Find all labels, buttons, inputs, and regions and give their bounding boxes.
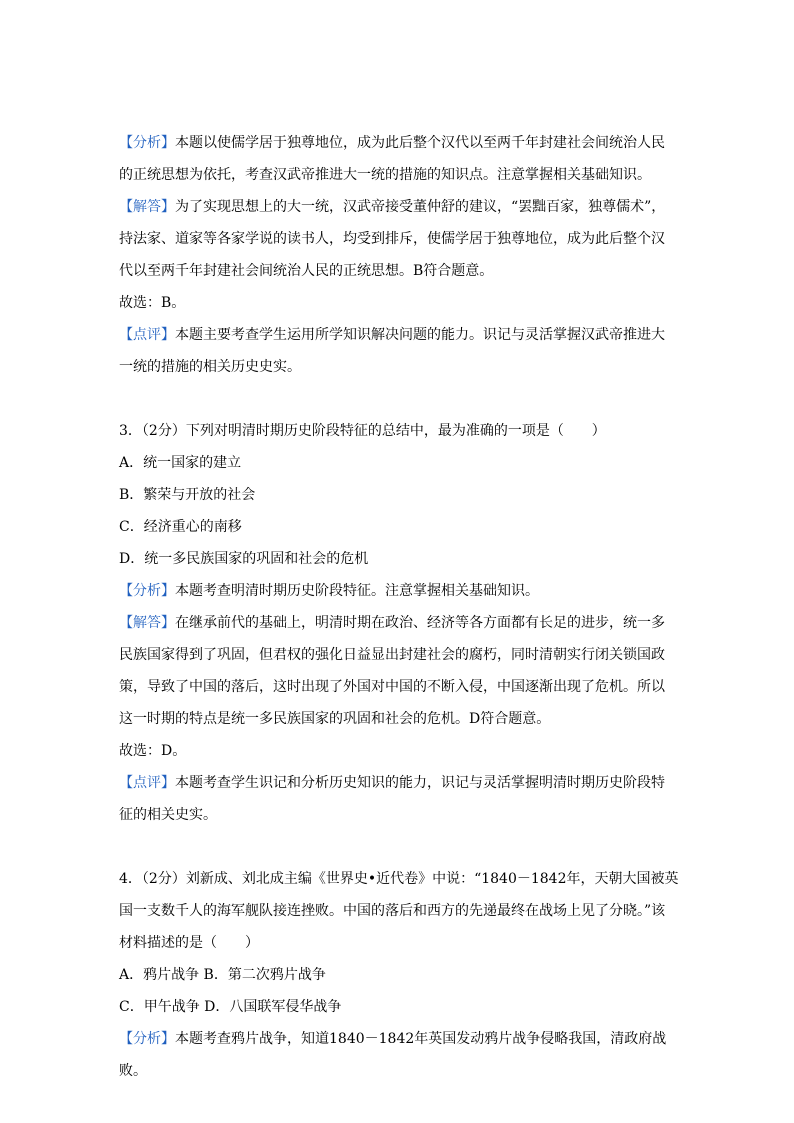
answer-tag: 【解答】	[119, 199, 175, 215]
analysis-text-line: 败。	[119, 1063, 147, 1079]
question-stem: 3．（2分）下列对明清时期历史阶段特征的总结中，最为准确的一项是（ ）	[119, 423, 606, 439]
analysis-tag: 【分析】	[119, 583, 175, 599]
options-ab: A．鸦片战争 B．第二次鸦片战争	[119, 967, 326, 983]
comment-text-line: 征的相关史实。	[119, 807, 217, 823]
comment-paragraph	[119, 325, 665, 345]
answer-text-line: 这一时期的特点是统一多民族国家的巩固和社会的危机。D符合题意。	[119, 711, 551, 727]
answer-tag: 【解答】	[119, 615, 175, 631]
analysis-text: 本题以使儒学居于独尊地位，成为此后整个汉代以至两千年封建社会间统治人民	[175, 135, 665, 151]
analysis-tag: 【分析】	[119, 135, 175, 151]
question-stem-line: 国一支数千人的海军舰队接连挫败。中国的落后和西方的先递最终在战场上见了分晓。”该	[119, 903, 666, 919]
option-d: D．统一多民族国家的巩固和社会的危机	[119, 551, 369, 567]
analysis-text-line: 的正统思想为依托，考查汉武帝推进大一统的措施的知识点。注意掌握相关基础知识。	[119, 167, 651, 183]
option-c: C．经济重心的南移	[119, 519, 242, 535]
question-stem-line: 材料描述的是（ ）	[119, 935, 259, 951]
comment-text: 本题主要考查学生运用所学知识解决问题的能力。识记与灵活掌握汉武帝推进大	[175, 327, 665, 343]
answer-paragraph	[119, 613, 665, 633]
options-cd: C．甲午战争 D．八国联军侵华战争	[119, 999, 342, 1015]
comment-text: 本题考查学生识记和分析历史知识的能力，识记与灵活掌握明清时期历史阶段特	[175, 775, 665, 791]
analysis-paragraph	[119, 581, 539, 601]
comment-tag: 【点评】	[119, 327, 175, 343]
comment-tag: 【点评】	[119, 775, 175, 791]
analysis-tag: 【分析】	[119, 1031, 175, 1047]
answer-paragraph	[119, 197, 665, 217]
answer-text-line: 持法家、道家等各家学说的读书人，均受到排斥，使儒学居于独尊地位，成为此后整个汉	[119, 231, 665, 247]
answer-text-line: 代以至两千年封建社会间统治人民的正统思想。B符合题意。	[119, 263, 494, 279]
choice-line: 故选：B。	[119, 295, 186, 311]
comment-paragraph	[119, 773, 665, 793]
analysis-paragraph	[119, 1029, 666, 1049]
question-stem: 4．（2分）刘新成、刘北成主编《世界史•近代卷》中说：“1840－1842年，天朝大国被英	[119, 871, 679, 887]
option-a: A．统一国家的建立	[119, 455, 242, 471]
answer-text-line: 策，导致了中国的落后，这时出现了外国对中国的不断入侵，中国逐渐出现了危机。所以	[119, 679, 665, 695]
option-b: B．繁荣与开放的社会	[119, 487, 256, 503]
answer-text: 在继承前代的基础上，明清时期在政治、经济等各方面都有长足的进步，统一多	[175, 615, 665, 631]
analysis-text: 本题考查鸦片战争，知道1840－1842年英国发动鸦片战争侵略我国，清政府战	[175, 1031, 667, 1047]
answer-text-line: 民族国家得到了巩固，但君权的强化日益显出封建社会的腐朽，同时清朝实行闭关锁国政	[119, 647, 665, 663]
choice-line: 故选：D。	[119, 743, 187, 759]
analysis-text: 本题考查明清时期历史阶段特征。注意掌握相关基础知识。	[175, 583, 539, 599]
comment-text-line: 一统的措施的相关历史史实。	[119, 359, 301, 375]
analysis-paragraph	[119, 133, 665, 153]
answer-text: 为了实现思想上的大一统，汉武帝接受董仲舒的建议，“罢黜百家，独尊儒术”，	[175, 199, 666, 215]
